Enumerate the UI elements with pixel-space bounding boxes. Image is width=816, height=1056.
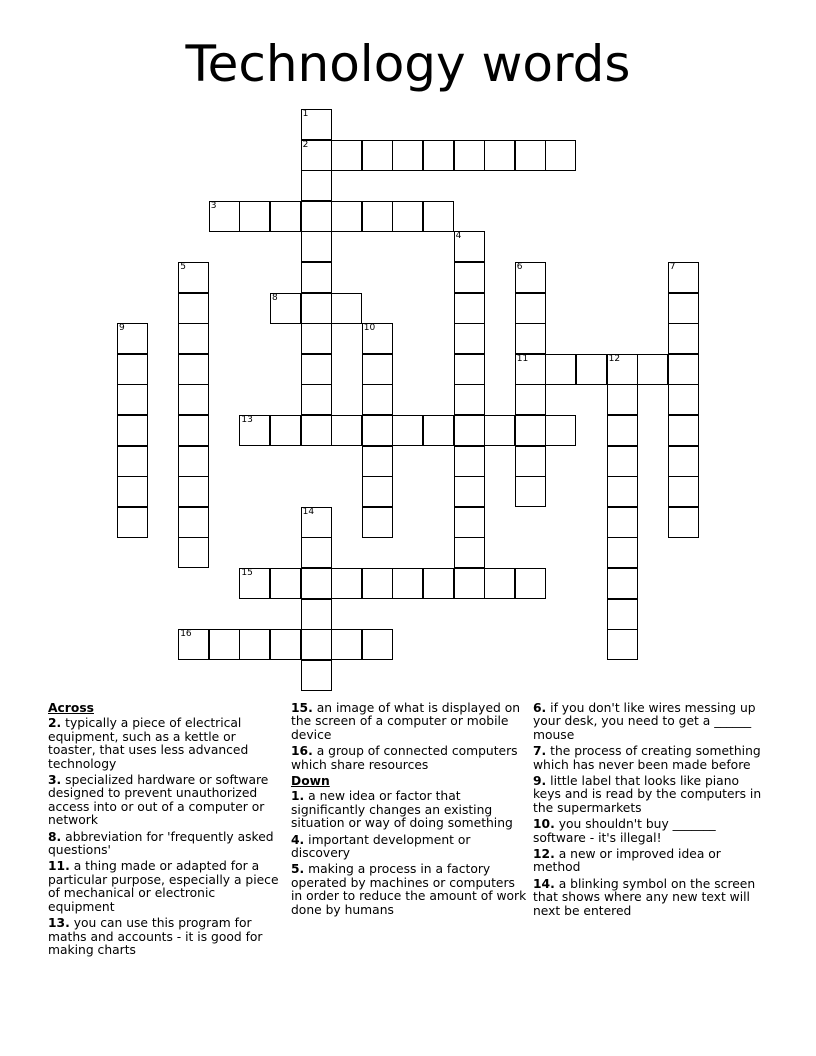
crossword-cell[interactable] bbox=[668, 293, 699, 324]
crossword-cell[interactable] bbox=[117, 476, 148, 507]
crossword-cell[interactable] bbox=[668, 262, 699, 293]
crossword-cell[interactable] bbox=[331, 140, 362, 171]
crossword-cell[interactable] bbox=[545, 415, 576, 446]
crossword-cell[interactable] bbox=[362, 476, 393, 507]
crossword-cell[interactable] bbox=[454, 140, 485, 171]
crossword-cell[interactable] bbox=[178, 384, 209, 415]
crossword-cell[interactable] bbox=[362, 507, 393, 538]
crossword-cell[interactable] bbox=[454, 354, 485, 385]
crossword-cell[interactable] bbox=[454, 231, 485, 262]
crossword-cell[interactable] bbox=[301, 629, 332, 660]
crossword-cell[interactable] bbox=[607, 568, 638, 599]
crossword-cell[interactable] bbox=[178, 323, 209, 354]
clues-column-2 bbox=[291, 702, 527, 920]
crossword-cell[interactable] bbox=[239, 629, 270, 660]
crossword-cell[interactable] bbox=[515, 293, 546, 324]
crossword-cell[interactable] bbox=[301, 170, 332, 201]
crossword-cell[interactable] bbox=[362, 568, 393, 599]
crossword-cell[interactable] bbox=[668, 323, 699, 354]
crossword-cell[interactable] bbox=[178, 476, 209, 507]
clue-number: 6 bbox=[516, 262, 523, 272]
clue-down-12: 12. a new or improved idea or method bbox=[533, 847, 721, 875]
clue-across-15: 15. an image of what is displayed on the screen of a computer or mobile device bbox=[291, 701, 521, 742]
crossword-cell[interactable] bbox=[668, 354, 699, 385]
crossword-cell[interactable] bbox=[178, 262, 209, 293]
crossword-cell[interactable] bbox=[515, 384, 546, 415]
clue-across-2: 2. typically a piece of electrical equipment, such as a kettle or toaster, that uses less advanced technology bbox=[48, 716, 249, 771]
clue-across-11: 11. a thing made or adapted for a particular purpose, especially a piece of mechanical or electronic equipment bbox=[48, 859, 279, 914]
crossword-cell[interactable] bbox=[362, 354, 393, 385]
crossword-cell[interactable] bbox=[270, 629, 301, 660]
crossword-cell[interactable] bbox=[331, 415, 362, 446]
crossword-cell[interactable] bbox=[454, 476, 485, 507]
crossword-cell[interactable] bbox=[362, 201, 393, 232]
crossword-cell[interactable] bbox=[515, 446, 546, 477]
crossword-cell[interactable] bbox=[270, 293, 301, 324]
crossword-cell[interactable] bbox=[362, 140, 393, 171]
crossword-cell[interactable] bbox=[178, 507, 209, 538]
clue-number: 15 bbox=[241, 568, 253, 578]
crossword-cell[interactable] bbox=[515, 415, 546, 446]
crossword-cell[interactable] bbox=[362, 446, 393, 477]
crossword-cell[interactable] bbox=[239, 568, 270, 599]
crossword-cell[interactable] bbox=[454, 262, 485, 293]
clues-column-1 bbox=[48, 702, 284, 960]
crossword-cell[interactable] bbox=[454, 537, 485, 568]
clue-number: 5 bbox=[180, 262, 186, 272]
crossword-cell[interactable] bbox=[392, 140, 423, 171]
crossword-cell[interactable] bbox=[607, 384, 638, 415]
clue-down-9: 9. little label that looks like piano keys and is read by the computers in the supermarkets bbox=[533, 774, 762, 815]
crossword-cell[interactable] bbox=[423, 140, 454, 171]
crossword-cell[interactable] bbox=[117, 507, 148, 538]
crossword-cell[interactable] bbox=[637, 354, 668, 385]
crossword-cell[interactable] bbox=[392, 201, 423, 232]
clue-down-10: 10. you shouldn't buy _______ software - it's illegal! bbox=[533, 817, 716, 845]
clue-number: 14 bbox=[302, 506, 315, 517]
crossword-cell[interactable] bbox=[331, 568, 362, 599]
crossword-cell[interactable] bbox=[668, 384, 699, 415]
crossword-cell[interactable] bbox=[301, 507, 332, 538]
clue-number: 1 bbox=[302, 109, 309, 119]
crossword-cell[interactable] bbox=[301, 323, 332, 354]
crossword-cell[interactable] bbox=[362, 415, 393, 446]
crossword-cell[interactable] bbox=[454, 384, 485, 415]
clue-number: 16 bbox=[180, 629, 192, 640]
crossword-cell[interactable] bbox=[392, 568, 423, 599]
crossword-cell[interactable] bbox=[178, 293, 209, 324]
crossword-cell[interactable] bbox=[117, 415, 148, 446]
crossword-cell[interactable] bbox=[209, 201, 240, 232]
crossword-cell[interactable] bbox=[607, 476, 638, 507]
crossword-cell[interactable] bbox=[301, 293, 332, 324]
crossword-cell[interactable] bbox=[239, 415, 270, 446]
crossword-cell[interactable] bbox=[515, 354, 546, 385]
crossword-cell[interactable] bbox=[515, 476, 546, 507]
crossword-cell[interactable] bbox=[545, 140, 576, 171]
crossword-cell[interactable] bbox=[515, 323, 546, 354]
crossword-cell[interactable] bbox=[668, 415, 699, 446]
clue-across-16: 16. a group of connected computers which share resources bbox=[291, 744, 518, 772]
clue-down-1: 1. a new idea or factor that significantly changes an existing situation or way of doing something bbox=[291, 789, 513, 831]
crossword-cell[interactable] bbox=[270, 568, 301, 599]
clue-number: 9 bbox=[119, 323, 125, 334]
page-title: Technology words bbox=[185, 35, 631, 93]
clue-down-4: 4. important development or discovery bbox=[291, 832, 471, 861]
crossword-cell[interactable] bbox=[607, 507, 638, 538]
crossword-cell[interactable] bbox=[607, 599, 638, 630]
crossword-cell[interactable] bbox=[301, 599, 332, 630]
clue-down-7: 7. the process of creating something which has never been made before bbox=[533, 744, 761, 772]
clue-across-8: 8. abbreviation for 'frequently asked questions' bbox=[48, 829, 274, 858]
crossword-cell[interactable] bbox=[484, 415, 515, 446]
crossword-cell[interactable] bbox=[301, 354, 332, 385]
crossword-cell[interactable] bbox=[515, 140, 546, 171]
crossword-cell[interactable] bbox=[362, 323, 393, 354]
crossword-cell[interactable] bbox=[454, 568, 485, 599]
clue-down-5: 5. making a process in a factory operated by machines or computers in order to reduce the amount of work done by humans bbox=[291, 862, 527, 917]
crossword-cell[interactable] bbox=[454, 507, 485, 538]
crossword-cell[interactable] bbox=[301, 140, 332, 171]
crossword-cell[interactable] bbox=[301, 415, 332, 446]
crossword-cell[interactable] bbox=[117, 354, 148, 385]
crossword-cell[interactable] bbox=[117, 323, 148, 354]
crossword-cell[interactable] bbox=[301, 384, 332, 415]
crossword-cell[interactable] bbox=[362, 384, 393, 415]
crossword-cell[interactable] bbox=[301, 660, 332, 691]
crossword-cell[interactable] bbox=[668, 446, 699, 477]
crossword-cell[interactable] bbox=[301, 109, 332, 140]
clue-down-14: 14. a blinking symbol on the screen that shows where any new text will next be entered bbox=[533, 876, 756, 918]
crossword-cell[interactable] bbox=[576, 354, 607, 385]
crossword-cell[interactable] bbox=[117, 446, 148, 477]
down-heading: Down bbox=[291, 774, 330, 789]
crossword-cell[interactable] bbox=[270, 201, 301, 232]
crossword-cell[interactable] bbox=[423, 568, 454, 599]
crossword-cell[interactable] bbox=[117, 384, 148, 415]
crossword-cell[interactable] bbox=[454, 293, 485, 324]
clue-number: 13 bbox=[241, 415, 253, 425]
clue-number: 12 bbox=[608, 353, 621, 364]
clue-number: 11 bbox=[516, 353, 529, 364]
crossword-cell[interactable] bbox=[607, 537, 638, 568]
clue-number: 8 bbox=[272, 292, 278, 303]
crossword-cell[interactable] bbox=[301, 231, 332, 262]
crossword-cell[interactable] bbox=[607, 446, 638, 477]
crossword-cell[interactable] bbox=[515, 262, 546, 293]
crossword-cell[interactable] bbox=[454, 323, 485, 354]
crossword-cell[interactable] bbox=[331, 201, 362, 232]
crossword-cell[interactable] bbox=[331, 629, 362, 660]
crossword-cell[interactable] bbox=[484, 568, 515, 599]
crossword-cell[interactable] bbox=[668, 476, 699, 507]
crossword-cell[interactable] bbox=[239, 201, 270, 232]
crossword-cell[interactable] bbox=[178, 537, 209, 568]
clue-number: 2 bbox=[302, 139, 309, 150]
crossword-cell[interactable] bbox=[515, 568, 546, 599]
crossword-cell[interactable] bbox=[607, 415, 638, 446]
crossword-cell[interactable] bbox=[178, 446, 209, 477]
across-heading: Across bbox=[48, 701, 94, 715]
crossword-cell[interactable] bbox=[301, 568, 332, 599]
crossword-cell[interactable] bbox=[331, 293, 362, 324]
clue-number: 4 bbox=[455, 231, 462, 242]
crossword-cell[interactable] bbox=[607, 629, 638, 660]
crossword-cell[interactable] bbox=[362, 629, 393, 660]
crossword-cell[interactable] bbox=[545, 354, 576, 385]
crossword-cell[interactable] bbox=[301, 537, 332, 568]
crossword-cell[interactable] bbox=[454, 415, 485, 446]
crossword-cell[interactable] bbox=[178, 354, 209, 385]
clue-number: 10 bbox=[363, 323, 376, 334]
crossword-cell[interactable] bbox=[178, 415, 209, 446]
clues-column-3 bbox=[533, 702, 769, 921]
clue-number: 3 bbox=[210, 200, 217, 211]
crossword-cell[interactable] bbox=[270, 415, 301, 446]
crossword-cell[interactable] bbox=[392, 415, 423, 446]
crossword-cell[interactable] bbox=[668, 507, 699, 538]
crossword-cell[interactable] bbox=[454, 446, 485, 477]
crossword-cell[interactable] bbox=[423, 415, 454, 446]
clue-across-13: 13. you can use this program for maths and accounts - it is good for making charts bbox=[48, 916, 263, 957]
crossword-cell[interactable] bbox=[209, 629, 240, 660]
clue-across-3: 3. specialized hardware or software designed to prevent unauthorized access into or out of a computer or network bbox=[48, 773, 269, 828]
crossword-cell[interactable] bbox=[178, 629, 209, 660]
crossword-cell[interactable] bbox=[301, 201, 332, 232]
crossword-cell[interactable] bbox=[301, 262, 332, 293]
crossword-cell[interactable] bbox=[607, 354, 638, 385]
clue-down-6: 6. if you don't like wires messing up your desk, you need to get a ______ mouse bbox=[533, 701, 756, 742]
crossword-cell[interactable] bbox=[484, 140, 515, 171]
crossword-cell[interactable] bbox=[423, 201, 454, 232]
clue-number: 7 bbox=[669, 262, 676, 272]
